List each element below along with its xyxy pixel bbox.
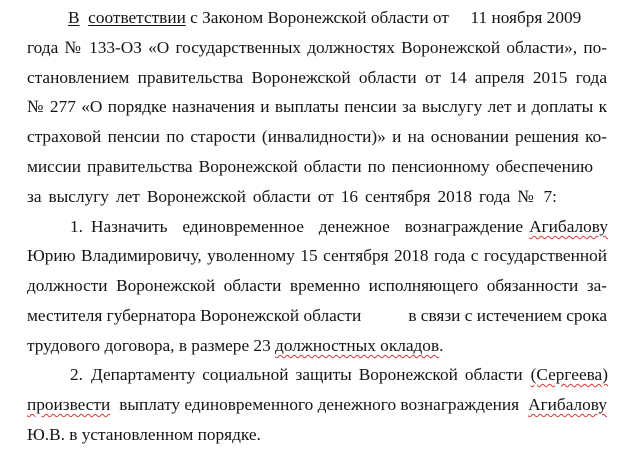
item2-verb: произвести (27, 395, 111, 414)
item1-line-5 (27, 336, 443, 358)
item2-name: Агибалову (528, 395, 607, 414)
preamble-line-7: за выслугу лет Воронежской области от 16 сентября 2018 года № 7: (27, 187, 557, 206)
item1-text-a: Назначить единовременное денежное вознаграждение (90, 217, 524, 236)
preamble-line-1 (68, 8, 581, 30)
item2-number: 2. (70, 365, 83, 384)
preamble-line-2: года № 133-ОЗ «О государственных должностях Воронежской области», по- (27, 38, 607, 57)
preamble-line-6: миссии правительства Воронежской области по пенсионному обеспечению (27, 157, 593, 176)
item1-line5-salaries: должностных окладов (275, 336, 440, 355)
item1-name: Агибалову (529, 217, 608, 236)
item1-line-4 (27, 306, 607, 328)
item2-line-3: Ю.В. в установленном порядке. (27, 425, 261, 444)
item2-name-sergeeva: (Сергеева) (530, 365, 608, 384)
preamble-law-ref: с Законом Воронежской области от (190, 8, 449, 27)
preamble-line-5: страховой пенсии по старости (инвалидности)» и на основании решения ко- (27, 127, 607, 146)
preamble-line-4: № 277 «О порядке назначения и выплаты пенсии за выслугу лет и доплаты к (27, 97, 607, 116)
item1-line5-period: . (439, 336, 444, 355)
item1-line4-a: местителя губернатора Воронежской области (27, 306, 362, 325)
preamble-first-word: В (68, 8, 80, 27)
item2-line2-b: выплату единовременного денежного вознаграждения (119, 395, 520, 414)
preamble-word-sootvetstvii: соответствии (88, 8, 186, 27)
item1-line-2: Юрию Владимировичу, уволенному 15 сентября 2018 года с государственной (27, 246, 607, 265)
preamble-line-3: становлением правительства Воронежской области от 14 апреля 2015 года (27, 68, 607, 87)
preamble-law-date: 11 ноября 2009 (470, 8, 582, 27)
item1-line-1 (70, 217, 608, 239)
item2-line-1 (70, 365, 608, 387)
item2-line-2 (27, 395, 607, 417)
item1-line-3: должности Воронежской области временно исполняющего обязанности за- (27, 276, 607, 295)
item2-text-a: Департаменту социальной защиты Воронежской области (90, 365, 523, 384)
item1-line4-b: в связи с истечением срока (408, 306, 607, 325)
item1-number: 1. (70, 217, 83, 236)
item1-line5-a: трудового договора, в размере 23 (27, 336, 271, 355)
